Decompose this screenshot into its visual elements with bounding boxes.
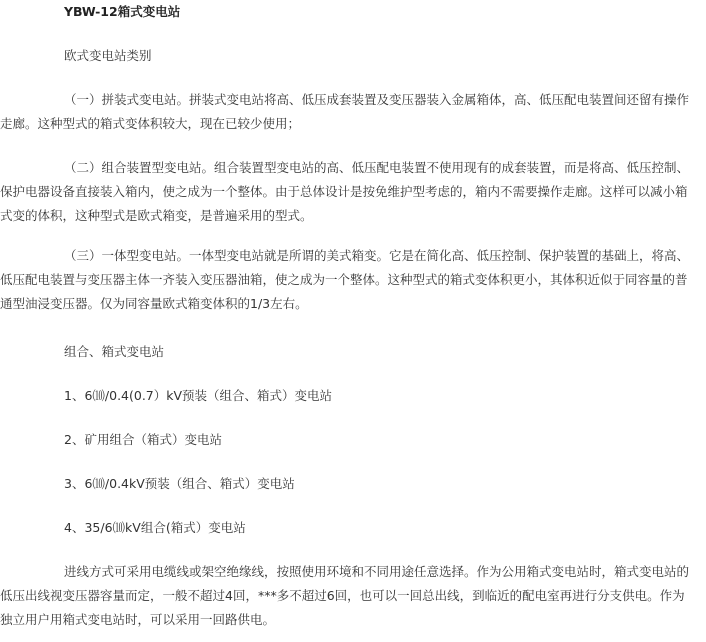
paragraph-integrated-substation: （三）一体型变电站。一体型变电站就是所谓的美式箱变。它是在简化高、低压控制、保护装置的基础上，将高、低压配电装置与变压器主体一齐装入变压器油箱，使之成为一个整体。这种型式的箱式变体积更小，其体积近似于同容量的普通型油浸变压器。仅为同容量欧式箱变体积的1/3左右。 bbox=[0, 248, 690, 311]
list-item-1: 1、6⑽/0.4(0.7）kV预装（组合、箱式）变电站 bbox=[64, 388, 333, 403]
list-item-3: 3、6⑽/0.4kV预装（组合、箱式）变电站 bbox=[64, 476, 295, 491]
document-title: YBW-12箱式变电站 bbox=[64, 4, 181, 19]
list-item-4: 4、35/6⑽kV组合(箱式）变电站 bbox=[64, 520, 246, 535]
list-item-2: 2、矿用组合（箱式）变电站 bbox=[64, 432, 222, 447]
paragraph-assembled-substation: （一）拼装式变电站。拼装式变电站将高、低压成套装置及变压器装入金属箱体，高、低压配电装置间还留有操作走廊。这种型式的箱式变体积较大，现在已较少使用； bbox=[0, 92, 690, 131]
section-heading-european-types: 欧式变电站类别 bbox=[64, 48, 152, 63]
section-heading-combined-box: 组合、箱式变电站 bbox=[64, 344, 165, 359]
paragraph-wiring-method: 进线方式可采用电缆线或架空绝缘线，按照使用环境和不同用途任意选择。作为公用箱式变电站时，箱式变电站的低压出线视变压器容量而定，一般不超过4回，***多不超过6回，也可以一回总出线，到临近的配电室再进行分支供电。作为独立用户用箱式变电站时，可以采用一回路供电。 bbox=[0, 564, 690, 627]
paragraph-combined-substation: （二）组合装置型变电站。组合装置型变电站的高、低压配电装置不使用现有的成套装置，而是将高、低压控制、保护电器设备直接装入箱内，使之成为一个整体。由于总体设计是按免维护型考虑的，箱内不需要操作走廊。这样可以减小箱式变的体积，这种型式是欧式箱变，是普遍采用的型式。 bbox=[0, 160, 690, 223]
